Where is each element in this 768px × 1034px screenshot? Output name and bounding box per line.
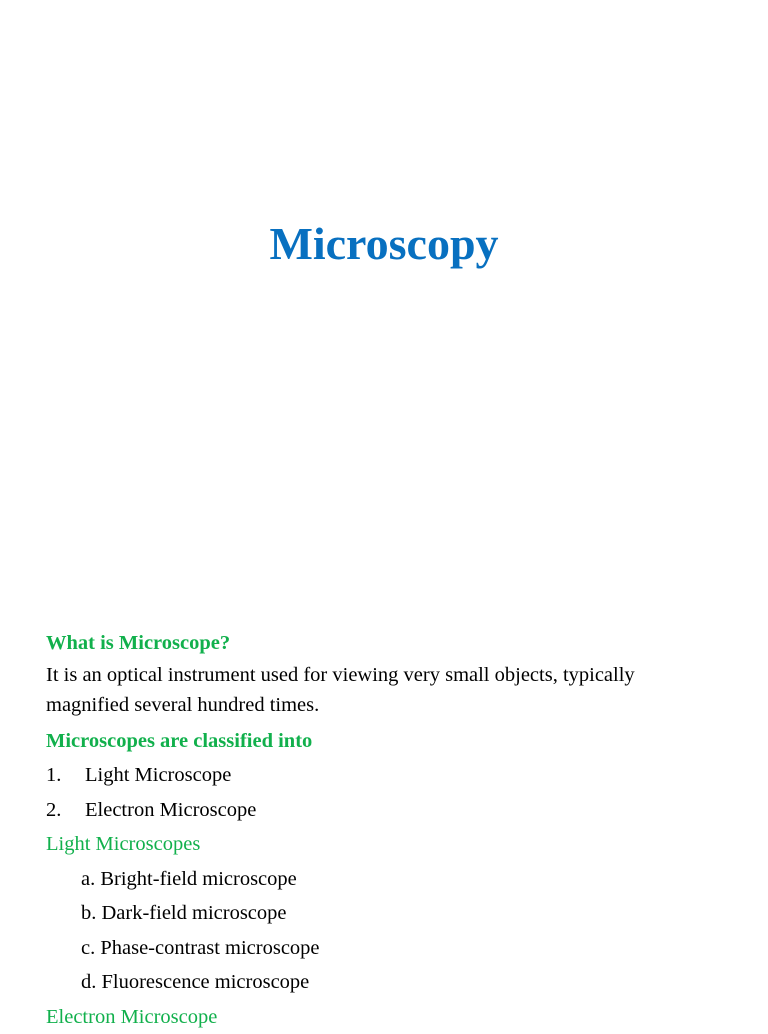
definition-paragraph bbox=[46, 660, 726, 724]
list-number: 2. bbox=[46, 793, 85, 828]
list-item bbox=[46, 793, 726, 828]
list-item: d. Fluorescence microscope bbox=[46, 965, 726, 1000]
definition-line-2: magnified several hundred times. bbox=[46, 694, 319, 716]
classification-heading: Microscopes are classified into bbox=[46, 724, 726, 758]
list-item: c. Phase-contrast microscope bbox=[46, 931, 726, 966]
document-body bbox=[46, 626, 726, 1034]
list-number: 1. bbox=[46, 758, 85, 793]
list-item: b. Dark-field microscope bbox=[46, 896, 726, 931]
definition-line-1: It is an optical instrument used for viewing very small objects, typically bbox=[46, 664, 635, 686]
what-is-microscope-heading: What is Microscope? bbox=[46, 626, 726, 660]
list-label: Light Microscope bbox=[85, 758, 231, 793]
list-item: a. Bright-field microscope bbox=[46, 862, 726, 897]
light-microscopes-heading: Light Microscopes bbox=[46, 827, 726, 862]
electron-microscope-heading: Electron Microscope bbox=[46, 1000, 726, 1034]
list-item bbox=[46, 758, 726, 793]
page-title: Microscopy bbox=[0, 214, 768, 274]
list-label: Electron Microscope bbox=[85, 793, 256, 828]
